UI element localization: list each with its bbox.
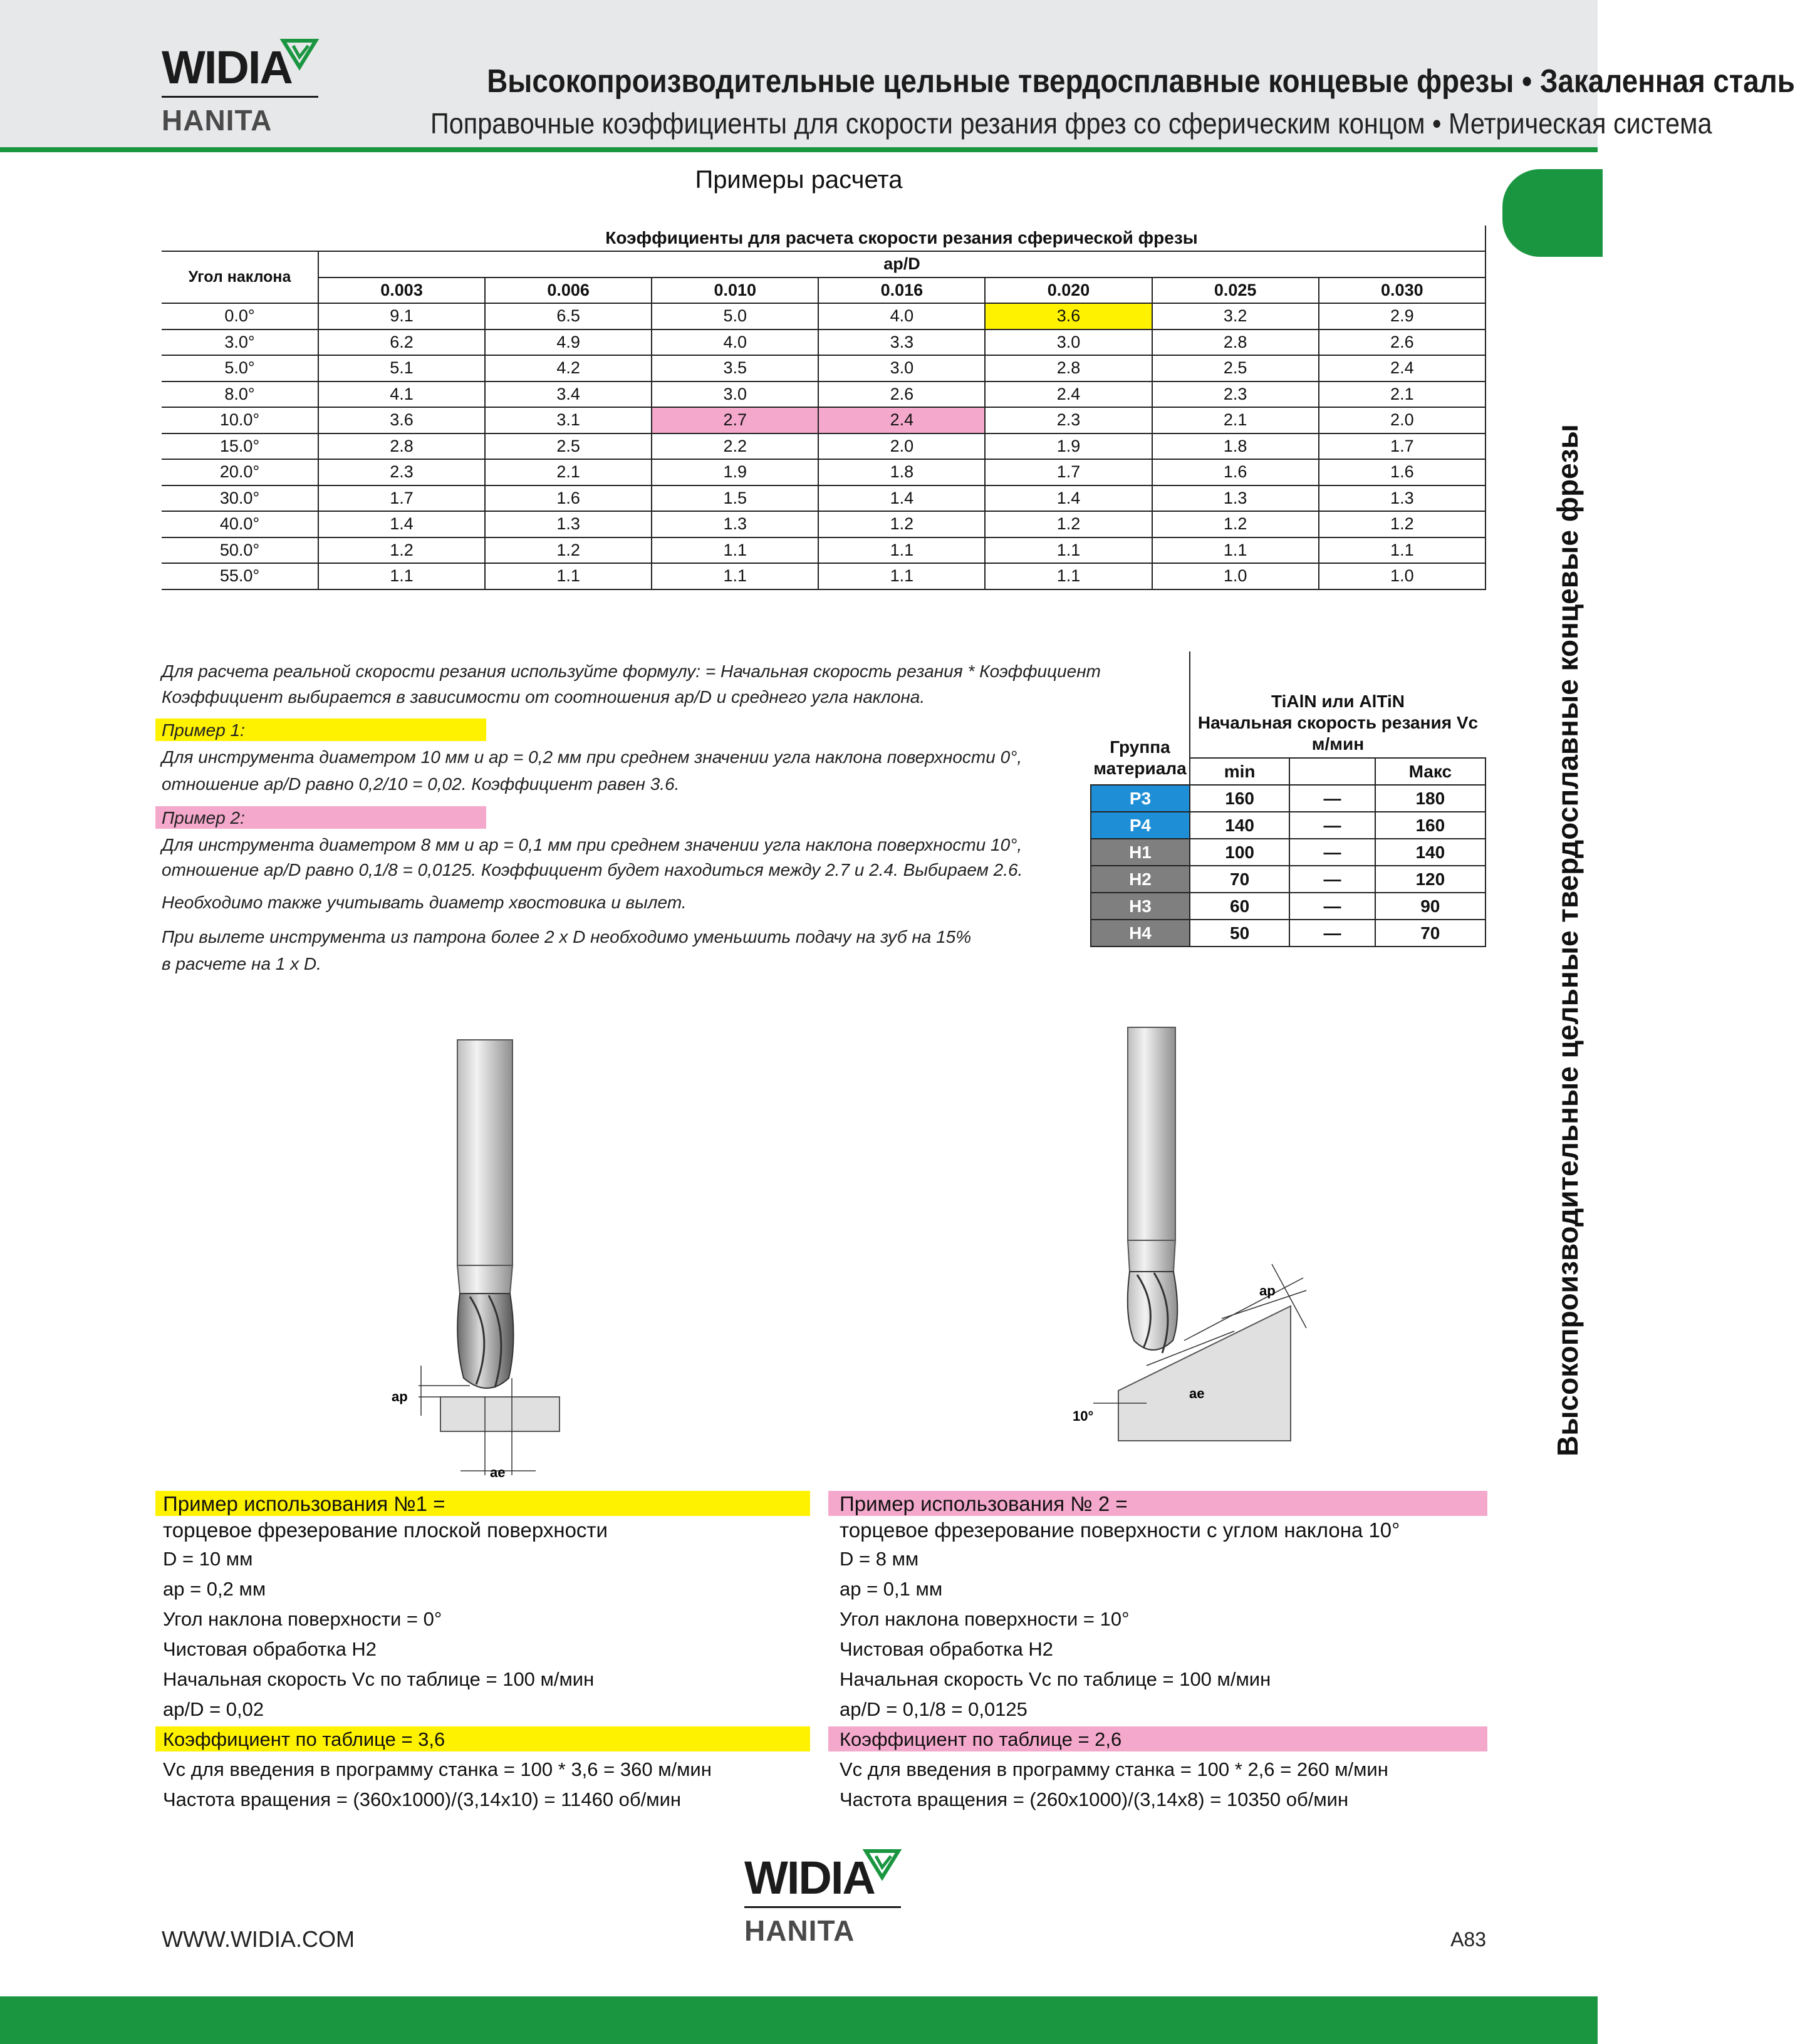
footer-logo	[744, 1851, 907, 1951]
coefficient-cell: 1.9	[652, 459, 818, 485]
coefficient-cell: 2.8	[985, 355, 1152, 381]
coefficient-cell: 1.4	[985, 485, 1152, 512]
coefficient-cell: 1.6	[485, 485, 652, 512]
coefficient-cell: 2.8	[318, 433, 485, 460]
angle-cell: 0.0°	[162, 303, 318, 329]
coefficient-cell: 2.3	[1152, 381, 1319, 408]
tool-neck	[1128, 1240, 1175, 1272]
example1-line: ap/D = 0,02	[163, 1698, 264, 1720]
speed-min-cell: 100	[1190, 839, 1289, 866]
coefficient-cell: 1.2	[318, 537, 485, 564]
example1-title: Пример использования №1 =	[163, 1492, 445, 1515]
coefficient-cell: 1.1	[652, 563, 818, 589]
coefficient-cell: 2.3	[985, 407, 1152, 433]
workpiece	[440, 1397, 559, 1431]
example1-subtitle: торцевое фрезерование плоской поверхности	[163, 1518, 608, 1542]
table-row	[1091, 866, 1485, 893]
coefficient-cell: 2.1	[1319, 381, 1485, 408]
example2-line: Угол наклона поверхности = 10°	[840, 1608, 1130, 1630]
ap-label: ap	[392, 1389, 408, 1404]
speed-dash-cell: —	[1289, 785, 1375, 812]
speed-dash-cell: —	[1289, 812, 1375, 839]
coefficient-cell: 1.1	[652, 537, 818, 564]
angle-cell: 20.0°	[162, 459, 318, 485]
coefficient-cell: 1.1	[818, 537, 985, 564]
coefficient-cell: 1.2	[485, 537, 652, 564]
speed-max-cell: 160	[1375, 812, 1485, 839]
angle-cell: 30.0°	[162, 485, 318, 512]
angle-cell: 8.0°	[162, 381, 318, 408]
shank-note: Необходимо также учитывать диаметр хвостовика и вылет.	[162, 893, 687, 912]
coefficient-cell: 6.2	[318, 329, 485, 356]
coefficient-cell: 4.0	[652, 329, 818, 356]
coefficient-cell: 2.4	[1319, 355, 1485, 381]
coefficient-cell: 1.1	[985, 563, 1152, 589]
coefficient-cell: 1.2	[818, 511, 985, 537]
page-title: Высокопроизводительные цельные твердосплавные концевые фрезы • Закаленная сталь	[487, 63, 1795, 100]
coefficient-cell: 2.1	[1152, 407, 1319, 433]
coefficient-cell: 2.4	[818, 407, 985, 433]
table-row	[162, 433, 1485, 460]
coefficient-cell: 1.1	[985, 537, 1152, 564]
coefficient-cell: 2.0	[1319, 407, 1485, 433]
angle-cell: 55.0°	[162, 563, 318, 589]
page-number: A83	[1450, 1928, 1486, 1951]
side-tab-text: Высокопроизводительные цельные твердосплавные концевые фрезы	[1551, 424, 1584, 1456]
example1-line: D = 10 мм	[163, 1548, 253, 1570]
coefficient-cell: 5.1	[318, 355, 485, 381]
coefficient-cell: 1.4	[818, 485, 985, 512]
speed-max-cell: 70	[1375, 920, 1485, 947]
example2-rpm: Частота вращения = (260x1000)/(3,14x8) = 10350 об/мин	[840, 1788, 1349, 1810]
coefficient-cell: 3.2	[1152, 303, 1319, 329]
footer-logo-hanita: HANITA	[744, 1914, 855, 1947]
coefficient-cell: 1.1	[1319, 537, 1485, 564]
coefficient-cell: 1.3	[652, 511, 818, 537]
example1-line: Чистовая обработка H2	[163, 1638, 377, 1660]
speed-label: Начальная скорость резания Vc	[1197, 713, 1479, 732]
example2-line: Начальная скорость Vc по таблице = 100 м/мин	[840, 1668, 1271, 1690]
coefficient-cell: 2.2	[652, 433, 818, 460]
material-group-cell: P3	[1091, 785, 1190, 812]
coefficient-cell: 3.0	[985, 329, 1152, 356]
table-row	[1091, 812, 1485, 839]
table-row	[1091, 839, 1485, 866]
coefficient-cell: 3.5	[652, 355, 818, 381]
angle-cell: 40.0°	[162, 511, 318, 537]
tool-neck	[457, 1265, 512, 1294]
coefficient-cell: 4.2	[485, 355, 652, 381]
table-row	[1091, 920, 1485, 947]
speed-dash-cell: —	[1289, 920, 1375, 947]
coefficient-table-body	[162, 303, 1485, 589]
speed-min-cell: 140	[1190, 812, 1289, 839]
speed-header	[1190, 651, 1485, 758]
table-row	[162, 563, 1485, 589]
table-row	[162, 355, 1485, 381]
coefficient-cell: 6.5	[485, 303, 652, 329]
coefficient-cell: 1.4	[318, 511, 485, 537]
coefficient-cell: 3.4	[485, 381, 652, 408]
example1-vc: Vc для введения в программу станка = 100 * 3,6 = 360 м/мин	[163, 1758, 712, 1780]
coefficient-cell: 1.1	[485, 563, 652, 589]
coefficient-cell: 1.3	[1319, 485, 1485, 512]
angle-cell: 5.0°	[162, 355, 318, 381]
column-header: 0.016	[818, 278, 985, 304]
coefficient-cell: 2.9	[1319, 303, 1485, 329]
angle-cell: 50.0°	[162, 537, 318, 564]
example2-block	[828, 1491, 1487, 1817]
speed-dash-cell: —	[1289, 866, 1375, 893]
speed-dash-cell: —	[1289, 893, 1375, 920]
overhang-note-line2: в расчете на 1 x D.	[162, 954, 321, 973]
coefficient-cell: 2.0	[818, 433, 985, 460]
footer-bar	[0, 1996, 1598, 2044]
example2-note-line1: Для инструмента диаметром 8 мм и ap = 0,1 мм при среднем значении угла наклона поверхности 10°,	[162, 835, 1022, 854]
coefficient-cell: 3.1	[485, 407, 652, 433]
logo-widia: WIDIA	[162, 41, 292, 93]
footer-logo-triangle-icon	[863, 1846, 907, 1884]
header-divider	[0, 147, 1598, 152]
coefficient-cell: 1.1	[1152, 537, 1319, 564]
cutting-speed-table	[1090, 651, 1486, 947]
coefficient-cell: 4.9	[485, 329, 652, 356]
speed-min-cell: 160	[1190, 785, 1289, 812]
ae-label: ae	[490, 1465, 506, 1480]
angle-cell: 15.0°	[162, 433, 318, 460]
tool-flutes	[457, 1294, 513, 1388]
logo-divider	[162, 96, 318, 98]
logo-hanita: HANITA	[162, 104, 273, 137]
example2-line: ap = 0,1 мм	[840, 1578, 943, 1600]
coefficient-cell: 3.0	[652, 381, 818, 408]
example1-coef: Коэффициент по таблице = 3,6	[163, 1728, 445, 1750]
ae-label: ae	[1189, 1386, 1205, 1401]
material-group-cell: H3	[1091, 893, 1190, 920]
coefficient-table	[162, 226, 1486, 590]
example2-title: Пример использования № 2 =	[840, 1492, 1128, 1515]
angle-cell: 3.0°	[162, 329, 318, 356]
example1-label: Пример 1:	[162, 720, 245, 740]
coefficient-cell: 2.7	[652, 407, 818, 433]
column-header: 0.006	[485, 278, 652, 304]
table-row	[162, 303, 1485, 329]
diagram-inclined-milling	[1059, 1015, 1322, 1453]
example2-note-line2: отношение ap/D равно 0,1/8 = 0,0125. Коэффициент будет находиться между 2.7 и 2.4. Выбираем 2.6.	[162, 860, 1023, 879]
coefficient-cell: 1.1	[818, 563, 985, 589]
footer-website[interactable]: WWW.WIDIA.COM	[162, 1926, 355, 1952]
example1-block	[155, 1491, 813, 1817]
table-row	[162, 485, 1485, 512]
table-caption: Коэффициенты для расчета скорости резания сферической фрезы	[318, 226, 1485, 251]
coefficient-cell: 2.6	[818, 381, 985, 408]
column-header: 0.025	[1152, 278, 1319, 304]
material-group-cell: H2	[1091, 866, 1190, 893]
coefficient-cell: 1.0	[1152, 563, 1319, 589]
speed-max-cell: 120	[1375, 866, 1485, 893]
example2-line: Чистовая обработка H2	[840, 1638, 1054, 1660]
coefficient-cell: 2.1	[485, 459, 652, 485]
material-group-header	[1091, 651, 1190, 785]
coefficient-cell: 1.3	[485, 511, 652, 537]
example1-line: Угол наклона поверхности = 0°	[163, 1608, 442, 1630]
tool-flutes	[1128, 1272, 1177, 1350]
table-row	[1091, 893, 1485, 920]
coefficient-cell: 4.0	[818, 303, 985, 329]
coefficient-cell: 5.0	[652, 303, 818, 329]
tool-shank	[457, 1040, 512, 1265]
page-subtitle: Поправочные коэффициенты для скорости резания фрез со сферическим концом • Метрическая система	[430, 107, 1712, 140]
table-row	[162, 511, 1485, 537]
example1-note-line2: отношение ap/D равно 0,2/10 = 0,02. Коэффициент равен 3.6.	[162, 774, 680, 794]
coefficient-cell: 2.3	[318, 459, 485, 485]
ap-label: ap	[1259, 1283, 1276, 1299]
speed-min-cell: 70	[1190, 866, 1289, 893]
group-header: ap/D	[318, 251, 1485, 278]
example2-vc: Vc для введения в программу станка = 100 * 2,6 = 260 м/мин	[840, 1758, 1388, 1780]
min-header: min	[1190, 758, 1289, 785]
diagram-flat-milling	[376, 1027, 576, 1491]
tool-shank	[1128, 1027, 1175, 1240]
coefficient-cell: 1.7	[318, 485, 485, 512]
section-title: Примеры расчета	[695, 166, 903, 194]
example2-line: D = 8 мм	[840, 1548, 919, 1570]
coefficient-cell: 3.6	[985, 303, 1152, 329]
coefficient-cell: 1.6	[1319, 459, 1485, 485]
example1-rpm: Частота вращения = (360x1000)/(3,14x10) = 11460 об/мин	[163, 1788, 682, 1810]
coefficient-cell: 2.8	[1152, 329, 1319, 356]
row-header: Угол наклона	[162, 251, 318, 303]
example2-subtitle: торцевое фрезерование поверхности с углом наклона 10°	[840, 1518, 1400, 1542]
example1-line: Начальная скорость Vc по таблице = 100 м/мин	[163, 1668, 595, 1690]
coating-label: TiAlN или AlTiN	[1271, 692, 1405, 711]
example2-line: ap/D = 0,1/8 = 0,0125	[840, 1698, 1028, 1720]
table-row	[162, 329, 1485, 356]
coefficient-cell: 1.7	[1319, 433, 1485, 460]
footer-logo-widia: WIDIA	[744, 1852, 875, 1904]
coefficient-cell: 3.3	[818, 329, 985, 356]
example1-line: ap = 0,2 мм	[163, 1578, 266, 1600]
speed-min-cell: 60	[1190, 893, 1289, 920]
coefficient-cell: 9.1	[318, 303, 485, 329]
coefficient-cell: 2.6	[1319, 329, 1485, 356]
example1-note-line1: Для инструмента диаметром 10 мм и ap = 0,2 мм при среднем значении угла наклона поверхности 0°,	[162, 747, 1022, 767]
coefficient-cell: 3.0	[818, 355, 985, 381]
column-header: 0.003	[318, 278, 485, 304]
coefficient-cell: 1.5	[652, 485, 818, 512]
angle-label: 10°	[1073, 1408, 1094, 1424]
overhang-note-line1: При вылете инструмента из патрона более 2 x D необходимо уменьшить подачу на зуб на 15%	[162, 927, 972, 947]
dash-header	[1289, 758, 1375, 785]
coefficient-cell: 1.8	[818, 459, 985, 485]
coefficient-cell: 1.2	[985, 511, 1152, 537]
coefficient-cell: 1.8	[1152, 433, 1319, 460]
coefficient-cell: 2.5	[1152, 355, 1319, 381]
coefficient-cell: 2.5	[485, 433, 652, 460]
coefficient-cell: 1.2	[1319, 511, 1485, 537]
example2-coef: Коэффициент по таблице = 2,6	[840, 1728, 1122, 1750]
speed-max-cell: 180	[1375, 785, 1485, 812]
speed-unit: м/мин	[1311, 734, 1365, 754]
table-row	[162, 537, 1485, 564]
header-logo	[162, 41, 325, 141]
table-row	[1091, 785, 1485, 812]
column-header: 0.020	[985, 278, 1152, 304]
coefficient-cell: 1.3	[1152, 485, 1319, 512]
coefficient-cell: 4.1	[318, 381, 485, 408]
formula-note-line2: Коэффициент выбирается в зависимости от соотношения ap/D и среднего угла наклона.	[162, 687, 925, 707]
coefficient-cell: 1.1	[318, 563, 485, 589]
logo-triangle-icon	[281, 36, 325, 73]
max-header: Макс	[1375, 758, 1485, 785]
cutting-speed-table-body	[1091, 785, 1485, 947]
column-header: 0.010	[652, 278, 818, 304]
example2-label: Пример 2:	[162, 808, 245, 827]
material-group-cell: H1	[1091, 839, 1190, 866]
column-header: 0.030	[1319, 278, 1485, 304]
formula-note-line1: Для расчета реальной скорости резания используйте формулу: = Начальная скорость резания * Коэффициент	[162, 661, 1101, 681]
speed-max-cell: 90	[1375, 893, 1485, 920]
coefficient-cell: 1.0	[1319, 563, 1485, 589]
footer-logo-divider	[744, 1906, 901, 1908]
coefficient-cell: 1.2	[1152, 511, 1319, 537]
speed-dash-cell: —	[1289, 839, 1375, 866]
material-group-cell: P4	[1091, 812, 1190, 839]
coefficient-cell: 1.9	[985, 433, 1152, 460]
material-group-header-text: Группа материала	[1093, 737, 1187, 778]
coefficient-cell: 3.6	[318, 407, 485, 433]
table-row	[162, 381, 1485, 408]
speed-min-cell: 50	[1190, 920, 1289, 947]
angle-cell: 10.0°	[162, 407, 318, 433]
material-group-cell: H4	[1091, 920, 1190, 947]
table-row	[162, 407, 1485, 433]
coefficient-cell: 1.7	[985, 459, 1152, 485]
coefficient-cell: 1.6	[1152, 459, 1319, 485]
coefficient-cell: 2.4	[985, 381, 1152, 408]
speed-max-cell: 140	[1375, 839, 1485, 866]
table-row	[162, 459, 1485, 485]
